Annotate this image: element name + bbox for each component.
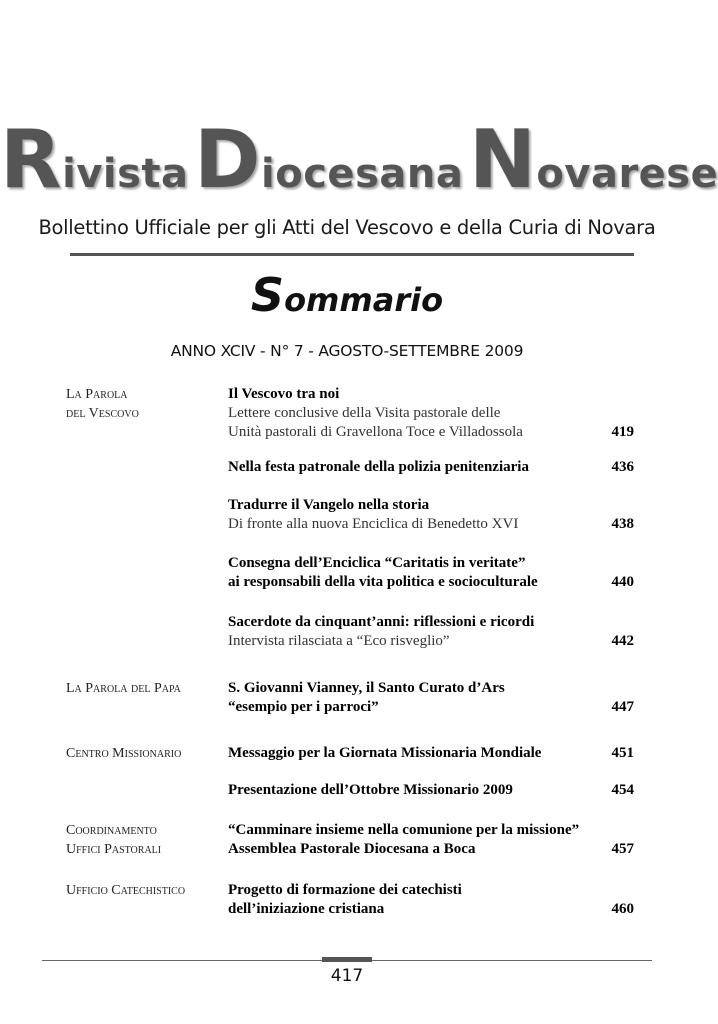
toc-entry[interactable] xyxy=(228,496,634,534)
subtitle: Bollettino Ufficiale per gli Atti del Vescovo e della Curia di Novara xyxy=(38,216,656,239)
section-label-line: La Parola del Papa xyxy=(66,681,181,696)
section-label-line: Uffici Pastorali xyxy=(66,842,162,857)
entry-title-text: “esempio per i parroci” xyxy=(228,699,379,715)
page-number: 440 xyxy=(611,574,634,590)
footer-page-number: 417 xyxy=(330,966,364,986)
masthead-word-ivista: ivista xyxy=(62,151,189,197)
page-number: 460 xyxy=(611,901,634,917)
section-label-line: Ufficio Catechistico xyxy=(66,883,186,898)
entry-title xyxy=(228,698,634,717)
entry-subtitle-text: Unità pastorali di Gravellona Toce e Villadossola xyxy=(228,424,523,440)
masthead-initial-r: R xyxy=(0,113,63,206)
toc-entry[interactable] xyxy=(228,613,634,651)
masthead xyxy=(0,113,718,206)
entry-title-text: ai responsabili della vita politica e socioculturale xyxy=(228,574,538,590)
entry-title xyxy=(228,900,634,919)
masthead-word-ovarese: ovarese xyxy=(536,151,718,197)
toc-entry[interactable] xyxy=(228,744,634,763)
entry-title: Progetto di formazione dei catechisti xyxy=(228,882,462,898)
entry-title: “Camminare insieme nella comunione per la missione” xyxy=(228,822,580,838)
page-number: 436 xyxy=(611,459,634,475)
entry-subtitle xyxy=(228,423,634,442)
page-number: 457 xyxy=(611,841,634,857)
page-title-initial: S xyxy=(250,268,285,322)
entry-title: Il Vescovo tra noi xyxy=(228,386,340,402)
section-label-centro-missionario xyxy=(66,744,181,763)
toc-entry[interactable] xyxy=(228,821,634,859)
section-label-line: Coordinamento xyxy=(66,823,157,838)
entry-subtitle xyxy=(228,515,634,534)
entry-title xyxy=(228,744,634,763)
page-number: 419 xyxy=(611,424,634,440)
page-title xyxy=(0,268,694,322)
page-title-rest: ommario xyxy=(284,281,444,319)
section-label-catechistico xyxy=(66,881,185,900)
entry-title xyxy=(228,458,634,477)
entry-title xyxy=(228,573,634,592)
masthead-word-iocesana: iocesana xyxy=(261,151,464,197)
page-number: 442 xyxy=(611,633,634,649)
page-number: 454 xyxy=(611,782,634,798)
section-label-coordinamento xyxy=(66,821,161,859)
entry-title-text: Presentazione dell’Ottobre Missionario 2009 xyxy=(228,782,513,798)
entry-title-text: dell’iniziazione cristiana xyxy=(228,901,385,917)
entry-subtitle-text: Di fronte alla nuova Enciclica di Benedetto XVI xyxy=(228,516,519,532)
entry-title xyxy=(228,840,634,859)
entry-subtitle-text: Intervista rilasciata a “Eco risveglio” xyxy=(228,633,450,649)
entry-title: Sacerdote da cinquant’anni: riflessioni e ricordi xyxy=(228,614,535,630)
toc-entry[interactable] xyxy=(228,679,634,717)
section-label-line: Centro Missionario xyxy=(66,746,182,761)
section-label-parola-vescovo xyxy=(66,385,139,423)
section-label-line: del Vescovo xyxy=(66,406,139,421)
masthead-initial-n: N xyxy=(468,113,537,206)
entry-title-text: Assemblea Pastorale Diocesana a Boca xyxy=(228,841,476,857)
section-label-line: La Parola xyxy=(66,387,128,402)
entry-title-text: Messaggio per la Giornata Missionaria Mondiale xyxy=(228,745,542,761)
toc-entry[interactable] xyxy=(228,458,634,477)
page-number: 438 xyxy=(611,516,634,532)
toc-entry[interactable] xyxy=(228,881,634,919)
entry-title: Tradurre il Vangelo nella storia xyxy=(228,497,430,513)
entry-title xyxy=(228,781,634,800)
toc-entry[interactable] xyxy=(228,781,634,800)
masthead-initial-d: D xyxy=(194,113,262,206)
entry-subtitle xyxy=(228,632,634,651)
toc-entry[interactable] xyxy=(228,385,634,442)
issue-line: ANNO XCIV - N° 7 - AGOSTO-SETTEMBRE 2009 xyxy=(170,342,524,360)
page-number: 447 xyxy=(611,699,634,715)
top-divider xyxy=(70,253,634,256)
entry-subtitle: Lettere conclusive della Visita pastorale delle xyxy=(228,405,501,421)
entry-title-text: Nella festa patronale della polizia penitenziaria xyxy=(228,459,529,475)
page-number: 451 xyxy=(611,745,634,761)
section-label-parola-papa xyxy=(66,679,181,698)
entry-title: S. Giovanni Vianney, il Santo Curato d’Ars xyxy=(228,680,505,696)
toc-entry[interactable] xyxy=(228,554,634,592)
footer-tab xyxy=(322,957,372,962)
entry-title: Consegna dell’Enciclica “Caritatis in veritate” xyxy=(228,555,526,571)
